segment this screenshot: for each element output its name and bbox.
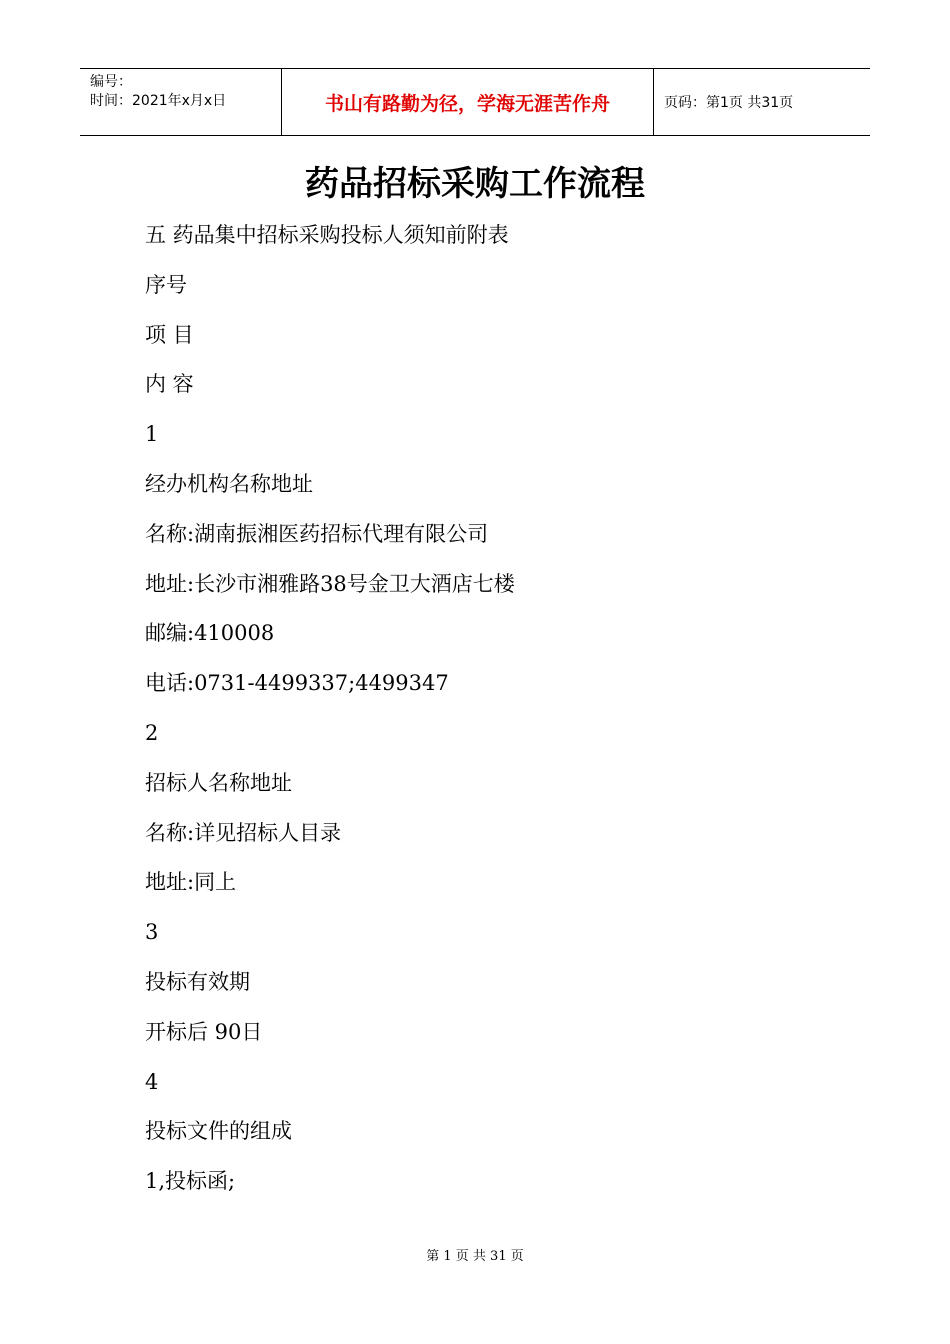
body-line: 名称:湖南振湘医药招标代理有限公司 bbox=[145, 521, 489, 546]
body-line: 4 bbox=[145, 1069, 159, 1094]
body-line: 邮编:410008 bbox=[145, 621, 275, 646]
body-line: 2 bbox=[145, 720, 159, 745]
body-line: 投标文件的组成 bbox=[145, 1119, 292, 1144]
header-page-info: 页码：第1页 共31页 bbox=[664, 95, 794, 111]
header-meta bbox=[80, 69, 282, 135]
body-line: 五 药品集中招标采购投标人须知前附表 bbox=[145, 223, 509, 247]
document-number-label: 编号： bbox=[90, 74, 132, 90]
body-line: 地址:同上 bbox=[145, 870, 237, 895]
body-line: 3 bbox=[145, 920, 159, 945]
body-line: 地址:长沙市湘雅路38号金卫大酒店七楼 bbox=[145, 571, 515, 596]
body-line: 经办机构名称地址 bbox=[145, 471, 313, 496]
body-line: 名称:详见招标人目录 bbox=[145, 820, 342, 845]
page-header bbox=[80, 68, 870, 136]
page-footer: 第 1 页 共 31 页 bbox=[426, 1249, 524, 1264]
body-line: 投标有效期 bbox=[145, 969, 250, 994]
document-time-label: 时间：2021年x月x日 bbox=[90, 93, 227, 109]
body-line: 项 目 bbox=[145, 322, 194, 347]
body-line: 内 容 bbox=[145, 372, 194, 397]
body-line: 1,投标函; bbox=[145, 1169, 236, 1194]
body-line: 招标人名称地址 bbox=[145, 770, 292, 795]
body-line: 电话:0731-4499337;4499347 bbox=[145, 671, 449, 696]
body-line: 1 bbox=[145, 422, 159, 447]
body-line: 序号 bbox=[145, 272, 187, 297]
document-body bbox=[145, 218, 845, 1214]
header-motto: 书山有路勤为径，学海无涯苦作舟 bbox=[282, 69, 654, 135]
document-title: 药品招标采购工作流程 bbox=[305, 164, 645, 204]
body-line: 开标后 90日 bbox=[145, 1019, 263, 1044]
